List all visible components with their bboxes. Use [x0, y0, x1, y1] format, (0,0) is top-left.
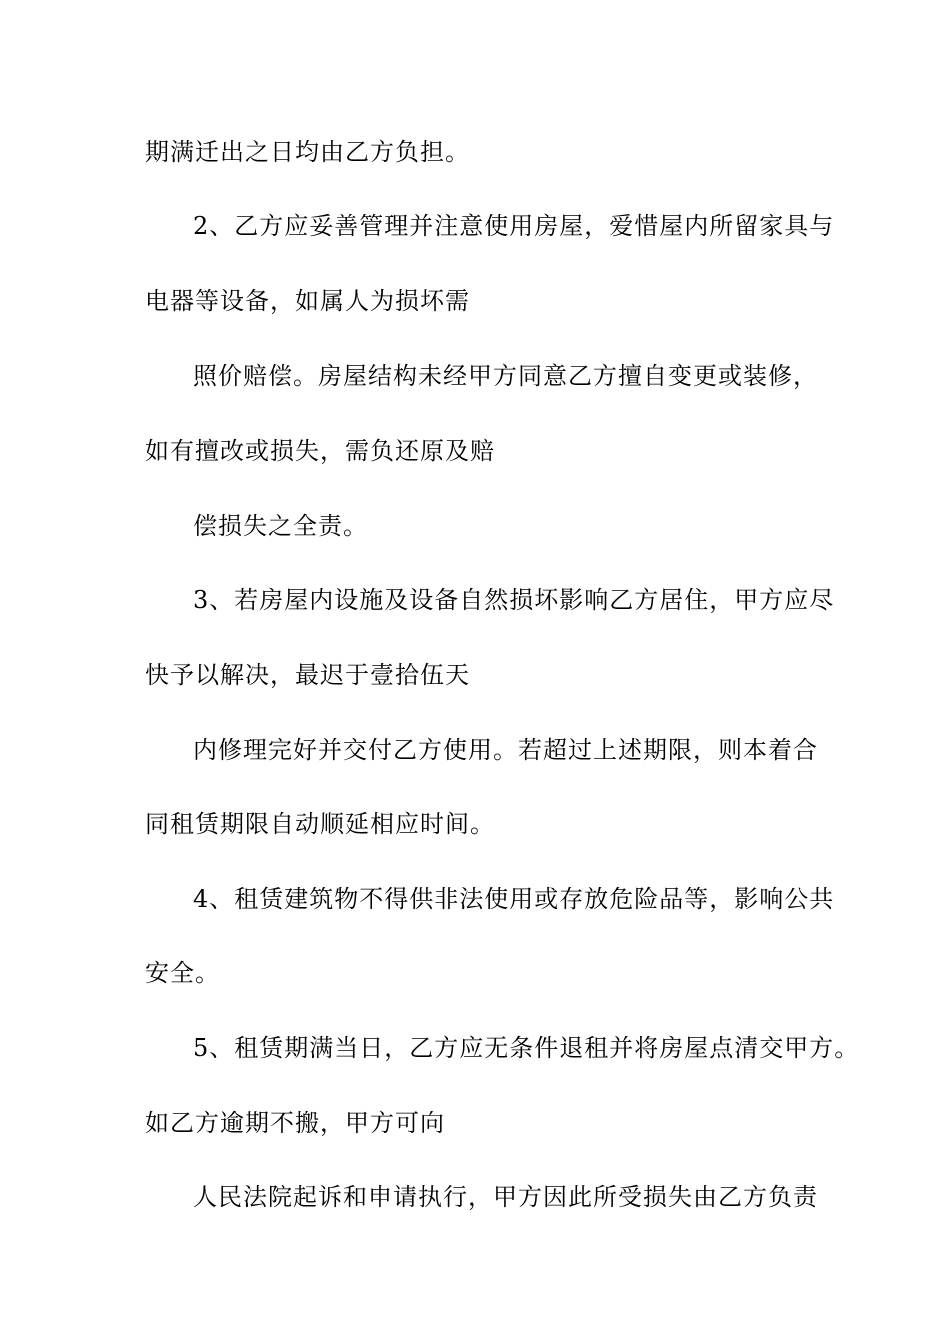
text-line: 4、租赁建筑物不得供非法使用或存放危险品等，影响公共 [193, 885, 835, 913]
text-line: 如有擅改或损失，需负还原及赔 [145, 437, 495, 465]
text-line: 期满迁出之日均由乙方负担。 [145, 138, 470, 166]
text-line: 照价赔偿。房屋结构未经甲方同意乙方擅自变更或装修， [193, 362, 818, 390]
text-line: 电器等设备，如属人为损坏需 [145, 287, 470, 315]
text-line: 偿损失之全责。 [193, 512, 368, 540]
text-line: 内修理完好并交付乙方使用。若超过上述期限，则本着合 [193, 736, 818, 764]
text-line: 5、租赁期满当日，乙方应无条件退租并将房屋点清交甲方。 [193, 1034, 860, 1062]
text-line: 如乙方逾期不搬，甲方可向 [145, 1109, 445, 1137]
text-line: 同租赁期限自动顺延相应时间。 [145, 810, 495, 838]
text-line: 快予以解决，最迟于壹拾伍天 [145, 661, 470, 689]
text-line: 安全。 [145, 959, 220, 987]
text-line: 人民法院起诉和申请执行，甲方因此所受损失由乙方负责 [193, 1183, 818, 1211]
text-line: 2、乙方应妥善管理并注意使用房屋，爱惜屋内所留家具与 [193, 212, 835, 240]
text-line: 3、若房屋内设施及设备自然损坏影响乙方居住，甲方应尽 [193, 586, 835, 614]
